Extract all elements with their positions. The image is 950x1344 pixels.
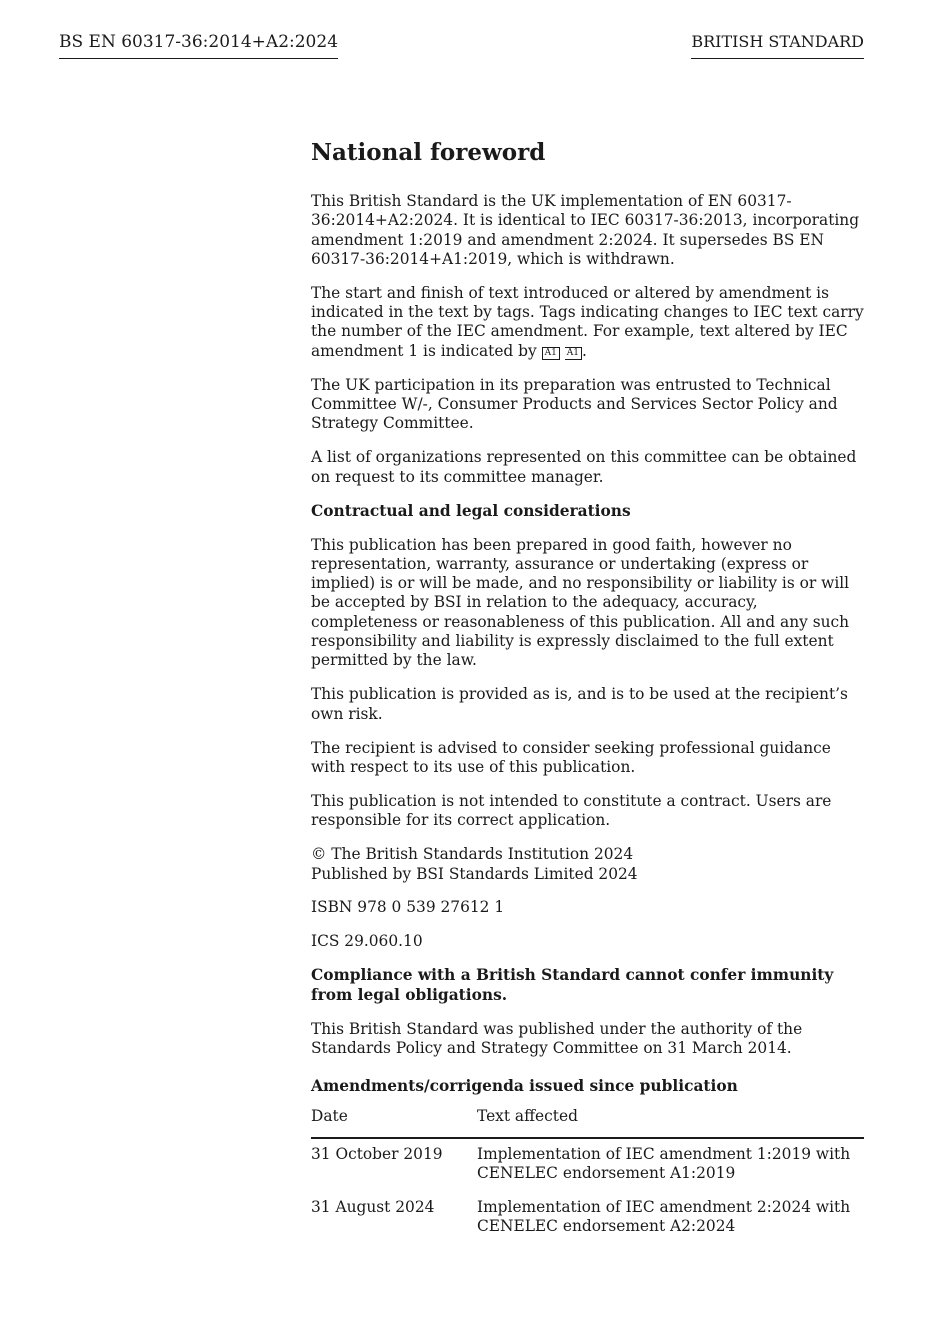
legal-paragraph-3: The recipient is advised to consider seeking professional guidance with respect to its use of this publication. — [311, 738, 831, 776]
amendment-tags-paragraph — [311, 284, 864, 361]
amendment-text-affected: Implementation of IEC amendment 1:2019 with CENELEC endorsement A1:2019 — [477, 1144, 851, 1183]
amendment-open-tag: A1 — [542, 347, 560, 360]
header-category: BRITISH STANDARD — [691, 31, 864, 59]
column-header-text-affected: Text affected — [477, 1098, 864, 1138]
amendment-tags-text: The start and finish of text introduced or altered by amendment is indicated in the text by tags. Tags indicating changes to IEC text carry the number of the IEC amendment. For example, text altered by IEC amendment 1 is indicated by — [311, 283, 864, 360]
table-row — [311, 1192, 864, 1245]
published-line: Published by BSI Standards Limited 2024 — [311, 864, 638, 883]
foreword-body — [311, 138, 864, 1244]
table-row — [311, 1138, 864, 1192]
amendment-date: 31 August 2024 — [311, 1197, 435, 1216]
amendment-tags-end: . — [582, 341, 587, 360]
amendment-text-affected: Implementation of IEC amendment 2:2024 with CENELEC endorsement A2:2024 — [477, 1197, 851, 1235]
column-header-date: Date — [311, 1098, 477, 1138]
isbn: ISBN 978 0 539 27612 1 — [311, 898, 505, 917]
authority-paragraph: This British Standard was published under the authority of the Standards Policy and Strategy Committee on 31 March 2014. — [311, 1019, 803, 1058]
compliance-notice: Compliance with a British Standard cannot confer immunity from legal obligations. — [311, 966, 834, 1004]
intro-paragraph: This British Standard is the UK implementation of EN 60317-36:2014+A2:2024. It is identical to IEC 60317-36:2013, incorporating amendment 1:2019 and amendment 2:2024. It supersedes BS EN 60317-36:2014+A1:2019, which is withdrawn. — [311, 192, 860, 268]
amendments-table — [311, 1098, 864, 1244]
copyright-line: © The British Standards Institution 2024 — [311, 845, 634, 864]
copyright-block — [311, 845, 864, 884]
page-title: National foreword — [311, 139, 546, 166]
legal-paragraph-2: This publication is provided as is, and is to be used at the recipient’s own risk. — [311, 685, 848, 723]
legal-paragraph-1: This publication has been prepared in good faith, however no representation, warranty, assurance or undertaking (express or implied) is or will be made, and no responsibility or liability is or will be accepted by BSI in relation to the adequacy, accuracy, completeness or reasonableness of this publication. All and any such responsibility and liability is expressly disclaimed to the full extent permitted by the law. — [311, 535, 850, 670]
organizations-paragraph: A list of organizations represented on this committee can be obtained on request to its committee manager. — [311, 448, 857, 486]
amendments-title: Amendments/corrigenda issued since publication — [311, 1077, 738, 1096]
committee-paragraph: The UK participation in its preparation was entrusted to Technical Committee W/-, Consumer Products and Services Sector Policy and Strategy Committee. — [311, 375, 838, 433]
header-document-id: BS EN 60317-36:2014+A2:2024 — [59, 31, 338, 59]
amendment-close-tag: A1 — [565, 347, 582, 360]
amendments-header-row — [311, 1098, 864, 1138]
amendment-date: 31 October 2019 — [311, 1144, 443, 1163]
legal-paragraph-4: This publication is not intended to constitute a contract. Users are responsible for its correct application. — [311, 791, 832, 830]
legal-heading: Contractual and legal considerations — [311, 501, 631, 520]
ics-code: ICS 29.060.10 — [311, 932, 423, 951]
